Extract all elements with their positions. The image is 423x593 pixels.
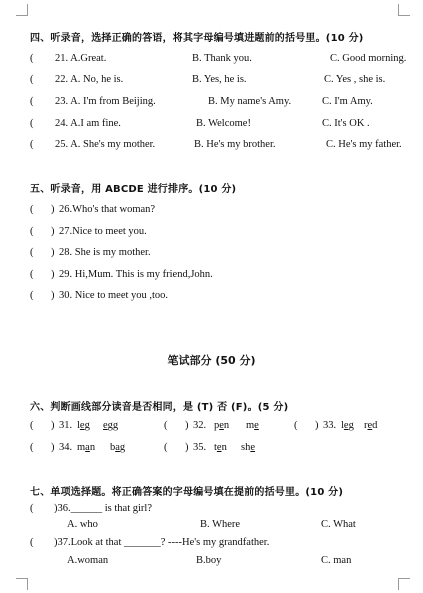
q21-option-a: 21. A.Great. — [55, 53, 107, 64]
q36-option-a: A. who — [67, 519, 98, 530]
q31-number: 31. — [59, 420, 73, 431]
section5-heading: 五、听录音，用 ABCDE 进行排序。(10 分) — [30, 184, 237, 195]
answer-paren-left[interactable]: ( — [30, 442, 34, 453]
crop-mark-top-left — [16, 4, 28, 16]
q34-word-1: man — [77, 442, 96, 453]
section6-heading: 六、判断画线部分读音是否相同，是 (T) 否 (F)。(5 分) — [30, 402, 289, 413]
answer-paren-left[interactable]: ( — [30, 226, 34, 237]
q35-number: 35. — [193, 442, 207, 453]
answer-paren-right: ) — [51, 226, 55, 237]
q21-option-c: C. Good morning. — [330, 53, 407, 64]
q33-number: 33. — [323, 420, 337, 431]
q24-option-c: C. It's OK . — [322, 118, 370, 129]
answer-paren-left[interactable]: ( — [30, 420, 34, 431]
q22-option-b: B. Yes, he is. — [192, 74, 247, 85]
q23-option-b: B. My name's Amy. — [208, 96, 292, 107]
answer-paren-right: ) — [185, 442, 189, 453]
answer-paren-right: ) — [51, 290, 55, 301]
answer-paren-right: ) — [51, 420, 55, 431]
q37-question: )37.Look at that _______? ----He's my grandfather. — [54, 537, 270, 548]
answer-paren-left[interactable]: ( — [30, 53, 34, 64]
answer-paren-left[interactable]: ( — [164, 442, 168, 453]
q23-option-a: 23. A. I'm from Beijing. — [55, 96, 156, 107]
q25-option-b: B. He's my brother. — [194, 139, 276, 150]
q32-word-2: me — [246, 420, 259, 431]
q33-word-2: red — [364, 420, 378, 431]
q36-option-b: B. Where — [200, 519, 241, 530]
q36-option-c: C. What — [321, 519, 356, 530]
q37-option-b: B.boy — [196, 555, 222, 566]
q33-word-1: leg — [341, 420, 354, 431]
q34-word-2: bag — [110, 442, 126, 453]
answer-paren-right: ) — [51, 269, 55, 280]
q35-word-2: she — [241, 442, 256, 453]
q29-text: 29. Hi,Mum. This is my friend,John. — [59, 269, 213, 280]
q21-option-b: B. Thank you. — [192, 53, 252, 64]
crop-mark-bottom-left — [16, 578, 28, 590]
q28-text: 28. She is my mother. — [59, 247, 151, 258]
q32-number: 32. — [193, 420, 207, 431]
q27-text: 27.Nice to meet you. — [59, 226, 147, 237]
answer-paren-right: ) — [51, 204, 55, 215]
answer-paren-left[interactable]: ( — [30, 74, 34, 85]
q30-text: 30. Nice to meet you ,too. — [59, 290, 169, 301]
q34-number: 34. — [59, 442, 73, 453]
q23-option-c: C. I'm Amy. — [322, 96, 373, 107]
q25-option-a: 25. A. She's my mother. — [55, 139, 156, 150]
q37-option-a: A.woman — [67, 555, 109, 566]
q36-question: )36.______ is that girl? — [54, 503, 152, 514]
answer-paren-left[interactable]: ( — [294, 420, 298, 431]
q24-option-a: 24. A.I am fine. — [55, 118, 121, 129]
answer-paren-right: ) — [185, 420, 189, 431]
q37-option-c: C. man — [321, 555, 352, 566]
q31-word-1: leg — [77, 420, 90, 431]
crop-mark-bottom-right — [398, 578, 410, 590]
q31-word-2: egg — [103, 420, 119, 431]
answer-paren-right: ) — [51, 442, 55, 453]
q24-option-b: B. Welcome! — [196, 118, 251, 129]
section4-heading: 四、听录音，选择正确的答语，将其字母编号填进题前的括号里。(10 分) — [30, 33, 364, 44]
section7-heading: 七、单项选择题。将正确答案的字母编号填在提前的括号里。(10 分) — [30, 487, 344, 498]
written-part-title: 笔试部分 (50 分) — [167, 354, 256, 367]
q35-word-1: ten — [214, 442, 227, 453]
q25-option-c: C. He's my father. — [326, 139, 402, 150]
answer-paren-right: ) — [315, 420, 319, 431]
q22-option-a: 22. A. No, he is. — [55, 74, 124, 85]
answer-paren-left[interactable]: ( — [30, 290, 34, 301]
answer-paren-left[interactable]: ( — [30, 204, 34, 215]
answer-paren-left[interactable]: ( — [30, 247, 34, 258]
q26-text: 26.Who's that woman? — [59, 204, 156, 215]
answer-paren-left[interactable]: ( — [30, 139, 34, 150]
q32-word-1: pen — [214, 420, 230, 431]
answer-paren-right: ) — [51, 247, 55, 258]
answer-paren-left[interactable]: ( — [30, 96, 34, 107]
q22-option-c: C. Yes , she is. — [324, 74, 386, 85]
answer-paren-left[interactable]: ( — [30, 503, 34, 514]
answer-paren-left[interactable]: ( — [30, 118, 34, 129]
crop-mark-top-right — [398, 4, 410, 16]
answer-paren-left[interactable]: ( — [164, 420, 168, 431]
answer-paren-left[interactable]: ( — [30, 537, 34, 548]
answer-paren-left[interactable]: ( — [30, 269, 34, 280]
